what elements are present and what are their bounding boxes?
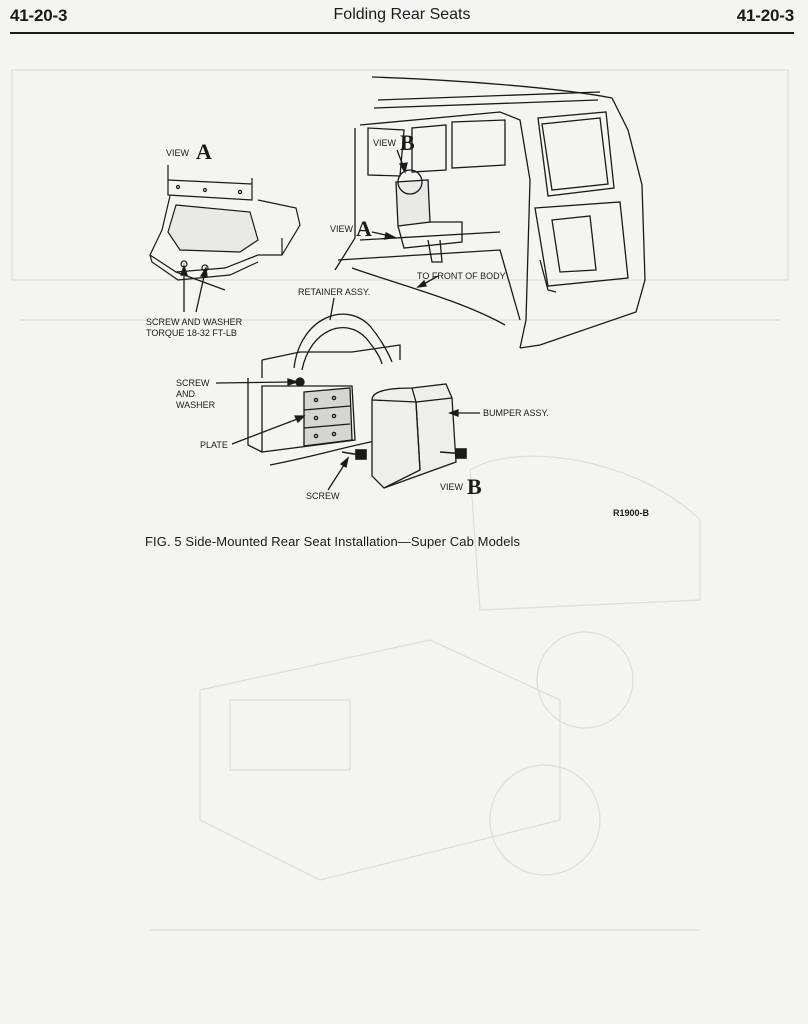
screw-and-washer-label-line3: WASHER <box>176 400 216 410</box>
figure-caption: FIG. 5 Side-Mounted Rear Seat Installation—Super Cab Models <box>145 534 521 549</box>
view-b-detail-letter: B <box>467 474 482 499</box>
view-a-inset-arrows <box>181 266 207 312</box>
view-a-inset <box>150 165 300 290</box>
bumper-assy <box>372 384 456 488</box>
to-front-of-body-label: TO FRONT OF BODY <box>417 271 506 281</box>
view-a-inset-label-letter: A <box>196 139 212 164</box>
view-a-inset-label-word: VIEW <box>166 148 190 158</box>
screw-label: SCREW <box>306 491 340 501</box>
view-b-callout-word: VIEW <box>373 138 397 148</box>
screw-and-washer-label-line1: SCREW <box>176 378 210 388</box>
bumper-assy-label: BUMPER ASSY. <box>483 408 549 418</box>
retainer-assy-label: RETAINER ASSY. <box>298 287 371 297</box>
plate-label: PLATE <box>200 440 228 450</box>
page-title: Folding Rear Seats <box>333 6 471 23</box>
screw-and-washer-label-line2: AND <box>176 389 196 399</box>
view-b-callout-letter: B <box>400 130 415 155</box>
screw-washer-torque-label-line2: TORQUE 18-32 FT-LB <box>146 328 237 338</box>
view-b-detail-word: VIEW <box>440 482 464 492</box>
view-a-callout-letter: A <box>356 216 372 241</box>
view-a-callout-word: VIEW <box>330 224 354 234</box>
page-number-right: 41-20-3 <box>736 6 794 25</box>
screw-washer-torque-label-line1: SCREW AND WASHER <box>146 317 243 327</box>
page-number-left: 41-20-3 <box>10 6 68 25</box>
figure-code: R1900-B <box>613 508 650 518</box>
super-cab-interior <box>335 77 645 348</box>
